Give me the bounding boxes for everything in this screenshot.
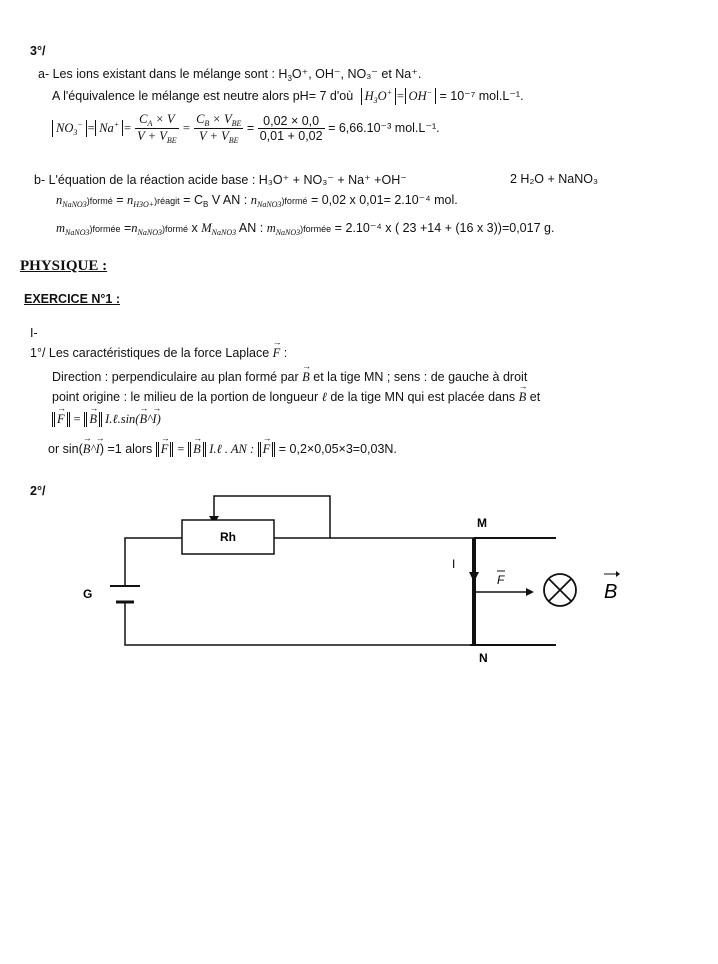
- reaction-products: 2 H₂O + NaNO₃: [510, 172, 599, 186]
- field-label-arrow-head: [616, 571, 620, 577]
- field-vector-symbol: → B: [302, 370, 310, 385]
- origin-line: point origine : le milieu de la portion de longueur ℓ de la tige MN qui est placée dans → B et: [52, 390, 540, 405]
- formula-tail: I.ℓ.sin(: [105, 412, 140, 426]
- generator-label: G: [83, 587, 93, 601]
- circuit-wires: [125, 496, 474, 645]
- direction-text: Direction : perpendiculaire au plan formé par: [52, 370, 299, 384]
- origin-end: et: [529, 390, 541, 404]
- fraction-numeric: $\frac{0,02 \times 0,0}{0,01 + 0,02}$: [259, 114, 323, 143]
- ions-list-line: a- Les ions existant dans le mélange sont : $H_3O^+$, OH⁻, NO₃⁻ et Na⁺.: [38, 67, 422, 83]
- part-label: I-: [30, 326, 38, 340]
- equivalence-text: A l'équivalence le mélange est neutre alors pH= 7 d'où: [52, 89, 354, 103]
- concentration-formula: $NO_3^- = Na^+$ = $\frac{C_A \times V}{V + V_{BE}}$ = $\frac{C_B \times V_{BE}}{V + V_{BE}}$ = $\frac{0,02 \times 0,0}{0,01 + 0,02}$ = 6,66.10⁻³ mol.L⁻¹.: [52, 112, 440, 145]
- mole-an: V AN :: [211, 193, 248, 207]
- reaction-equation: [34, 172, 407, 187]
- laplace-formula: → F = → B I.ℓ.sin(→ B^→ I): [52, 412, 161, 427]
- mole-result: = 0,02 x 0,01= 2.10⁻⁴ mol.: [310, 193, 458, 207]
- reaction-reactants: b- L'équation de la réaction acide base : H₃O⁺ + NO₃⁻ + Na⁺ +OH⁻: [34, 173, 407, 187]
- mass-an: AN :: [238, 221, 264, 235]
- concentration-result: = 6,66.10⁻³ mol.L⁻¹.: [328, 120, 440, 135]
- ions-intro: a- Les ions existant dans le mélange sont : H: [38, 67, 288, 81]
- rheostat-label: Rh: [220, 530, 236, 544]
- question-2-heading: 2°/: [30, 484, 46, 498]
- or-text: or sin(: [48, 442, 83, 456]
- exercise-title: EXERCICE N°1 :: [24, 292, 120, 306]
- current-label: I: [452, 557, 456, 571]
- direction-line: [52, 370, 527, 385]
- mass-times: x: [191, 221, 198, 235]
- force-label: F: [497, 573, 505, 587]
- or-tail: ) =1 alors: [99, 442, 153, 456]
- mole-mid: = C: [183, 193, 203, 207]
- laplace-intro: 1°/ Les caractéristiques de la force Laplace → F :: [30, 346, 287, 361]
- origin-text: point origine : le milieu de la portion de longueur: [52, 390, 319, 404]
- direction-tail: et la tige MN ; sens : de gauche à droit: [313, 370, 528, 384]
- fraction-cb: $\frac{C_B \times V_{BE}}{V + V_{BE}}$: [196, 112, 242, 145]
- laplace-result-line: or sin(→ B^→ I) =1 alors → F = → B I.ℓ . AN : → F = 0,2×0,05×3=0,03N.: [48, 442, 397, 457]
- force-arrow-head: [526, 588, 534, 596]
- mole-line: $n_{NaNO3})formé$ = $n_{H3O+})réagit = C_B$ V AN : $n_{NaNO3})formé = 0,02$ x 0,01= 2.10⁻⁴ mol.: [56, 193, 458, 209]
- laplace-intro-text: 1°/ Les caractéristiques de la force Laplace: [30, 346, 270, 360]
- section-3-heading: 3°/: [30, 44, 46, 58]
- origin-tail: de la tige MN qui est placée dans: [330, 390, 516, 404]
- field-into-page-icon: [544, 574, 576, 606]
- ions-tail: O⁺, OH⁻, NO₃⁻ et Na⁺.: [291, 67, 422, 81]
- circuit-diagram: [0, 490, 718, 670]
- laplace-result: = 0,2×0,05×3=0,03N.: [278, 442, 397, 456]
- physique-title: PHYSIQUE :: [20, 258, 108, 274]
- force-vector-symbol: → F: [273, 346, 281, 361]
- equivalence-value: = 10⁻⁷ mol.L⁻¹.: [439, 89, 524, 103]
- mass-result: = 2.10⁻⁴ x ( 23 +14 + (16 x 3))=0,017 g.: [334, 221, 555, 235]
- rail-label-m: M: [477, 516, 487, 530]
- equivalence-line: A l'équivalence le mélange est neutre alors pH= 7 d'où $H_3O^+ = OH^- = 10^{-7}$ mol.L⁻¹.: [52, 88, 524, 105]
- field-vector-symbol: → B: [519, 390, 527, 405]
- mass-line: $m_{NaNO3})formée$ $=n_{NaNO3})formé$ x $M_{NaNO3}$ AN : $m_{NaNO3})formée = 2.10^{-4}$ x ( 23 +14 + (16 x 3))=0,017 g.: [56, 221, 555, 237]
- rail-label-n: N: [479, 651, 488, 665]
- an-text: I.ℓ . AN :: [209, 442, 255, 456]
- field-label: B: [604, 581, 618, 603]
- current-arrow: [469, 572, 479, 582]
- fraction-ca: $\frac{C_A \times V}{V + V_{BE}}$: [137, 112, 177, 145]
